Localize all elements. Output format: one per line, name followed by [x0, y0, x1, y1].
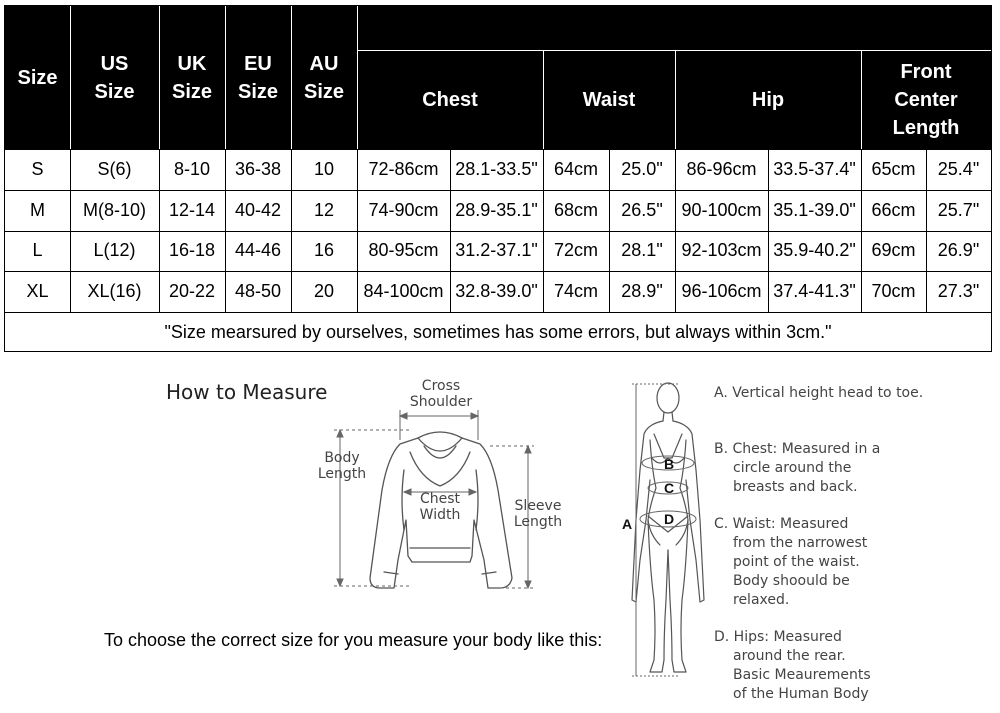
table-cell-eu-size: 48-50: [234, 281, 282, 302]
header-eu-line2: Size: [237, 80, 279, 103]
legend-c: [714, 515, 874, 610]
table-cell-size: XL: [26, 281, 49, 302]
table-cell-au-size: 12: [313, 199, 335, 220]
cross-shoulder-line1: Cross: [421, 378, 461, 394]
table-cell-us-size: L(12): [93, 240, 136, 261]
table-cell-au-size: 10: [313, 158, 335, 179]
table-cell-chest-cm: 72-86cm: [368, 158, 439, 179]
header-front-line2: Center: [894, 88, 958, 111]
body-length-line1: Body: [324, 450, 360, 466]
header-uk-line2: Size: [171, 80, 213, 103]
table-cell-waist-cm: 64cm: [553, 158, 598, 179]
header-chest-label: Chest: [422, 88, 478, 111]
legend-b: [714, 440, 884, 497]
how-to-measure-title: How to Measure: [166, 380, 328, 404]
table-cell-hip-in: 37.4-41.3": [773, 281, 856, 302]
header-us-line2: Size: [94, 80, 135, 103]
legend-a: [714, 384, 994, 403]
table-cell-front-length-in: 27.3": [937, 281, 980, 302]
table-cell-waist-cm: 72cm: [553, 240, 598, 261]
body-length-line2: Length: [317, 466, 367, 482]
instruction-text: To choose the correct size for you measure your body like this:: [104, 630, 603, 650]
header-uk-line1: UK: [177, 52, 207, 75]
table-cell-eu-size: 44-46: [234, 240, 282, 261]
table-cell-eu-size: 40-42: [234, 199, 282, 220]
cross-shoulder-line2: Shoulder: [409, 394, 473, 410]
table-cell-uk-size: 16-18: [168, 240, 216, 261]
chest-width-line1: Chest: [419, 491, 461, 507]
table-cell-us-size: S(6): [97, 158, 132, 179]
table-cell-au-size: 20: [313, 281, 335, 302]
table-cell-size: L: [32, 240, 43, 261]
table-cell-hip-cm: 92-103cm: [681, 240, 762, 261]
table-cell-front-length-cm: 70cm: [871, 281, 916, 302]
table-cell-chest-cm: 74-90cm: [368, 199, 439, 220]
table-note-text: "Size mearsured by ourselves, sometimes has some errors, but always within 3cm.": [164, 321, 832, 342]
table-cell-waist-cm: 74cm: [553, 281, 598, 302]
figure-letter-b: B: [664, 456, 675, 472]
table-cell-chest-cm: 80-95cm: [368, 240, 439, 261]
table-cell-uk-size: 12-14: [168, 199, 216, 220]
legend-b-text: B. Chest: Measured in a circle around the breasts and back.: [714, 441, 881, 495]
table-cell-uk-size: 8-10: [173, 158, 211, 179]
table-cell-us-size: M(8-10): [82, 199, 146, 220]
legend-d: [714, 628, 874, 704]
table-cell-chest-in: 28.1-33.5": [455, 158, 538, 179]
legend-c-text: C. Waist: Measured from the narrowest point of the waist. Body shoould be relaxed.: [714, 516, 868, 608]
table-cell-hip-cm: 90-100cm: [681, 199, 762, 220]
header-us-line1: US: [100, 52, 129, 75]
table-cell-front-length-cm: 66cm: [871, 199, 916, 220]
legend-d-text: D. Hips: Measured around the rear. Basic Meaurements of the Human Body: [714, 629, 871, 702]
table-cell-waist-in: 28.9": [621, 281, 663, 302]
table-cell-waist-cm: 68cm: [553, 199, 598, 220]
table-cell-size: S: [31, 158, 44, 179]
table-cell-waist-in: 26.5": [621, 199, 663, 220]
table-cell-front-length-in: 25.4": [937, 158, 980, 179]
table-cell-front-length-cm: 65cm: [871, 158, 916, 179]
table-cell-hip-in: 35.1-39.0": [773, 199, 856, 220]
table-cell-hip-in: 33.5-37.4": [773, 158, 856, 179]
sleeve-length-line1: Sleeve: [514, 498, 562, 514]
header-au-line1: AU: [309, 52, 339, 75]
legend-a-text: A. Vertical height head to toe.: [714, 385, 924, 401]
header-eu-line1: EU: [244, 52, 272, 75]
header-size-label: Size: [17, 66, 58, 89]
header-waist-label: Waist: [582, 88, 636, 111]
header-au-line2: Size: [303, 80, 345, 103]
figure-letter-a: A: [622, 516, 633, 532]
table-cell-front-length-in: 25.7": [937, 199, 980, 220]
chest-width-line2: Width: [419, 507, 461, 523]
table-cell-chest-in: 32.8-39.0": [455, 281, 538, 302]
table-cell-chest-in: 31.2-37.1": [455, 240, 538, 261]
table-cell-us-size: XL(16): [87, 281, 142, 302]
table-cell-waist-in: 28.1": [621, 240, 663, 261]
header-front-line1: Front: [900, 60, 952, 83]
sleeve-length-line2: Length: [513, 514, 563, 530]
table-cell-hip-cm: 86-96cm: [686, 158, 757, 179]
table-cell-front-length-cm: 69cm: [871, 240, 916, 261]
table-cell-chest-cm: 84-100cm: [363, 281, 444, 302]
table-cell-hip-cm: 96-106cm: [681, 281, 762, 302]
table-cell-chest-in: 28.9-35.1": [455, 199, 538, 220]
table-cell-front-length-in: 26.9": [937, 240, 980, 261]
table-cell-uk-size: 20-22: [168, 281, 216, 302]
figure-letter-c: C: [664, 480, 675, 496]
table-cell-waist-in: 25.0": [621, 158, 663, 179]
table-cell-hip-in: 35.9-40.2": [773, 240, 856, 261]
table-cell-size: M: [30, 199, 45, 220]
figure-letter-d: D: [664, 511, 675, 527]
table-cell-eu-size: 36-38: [234, 158, 282, 179]
header-front-line3: Length: [892, 116, 960, 139]
table-cell-au-size: 16: [313, 240, 335, 261]
header-hip-label: Hip: [751, 88, 785, 111]
